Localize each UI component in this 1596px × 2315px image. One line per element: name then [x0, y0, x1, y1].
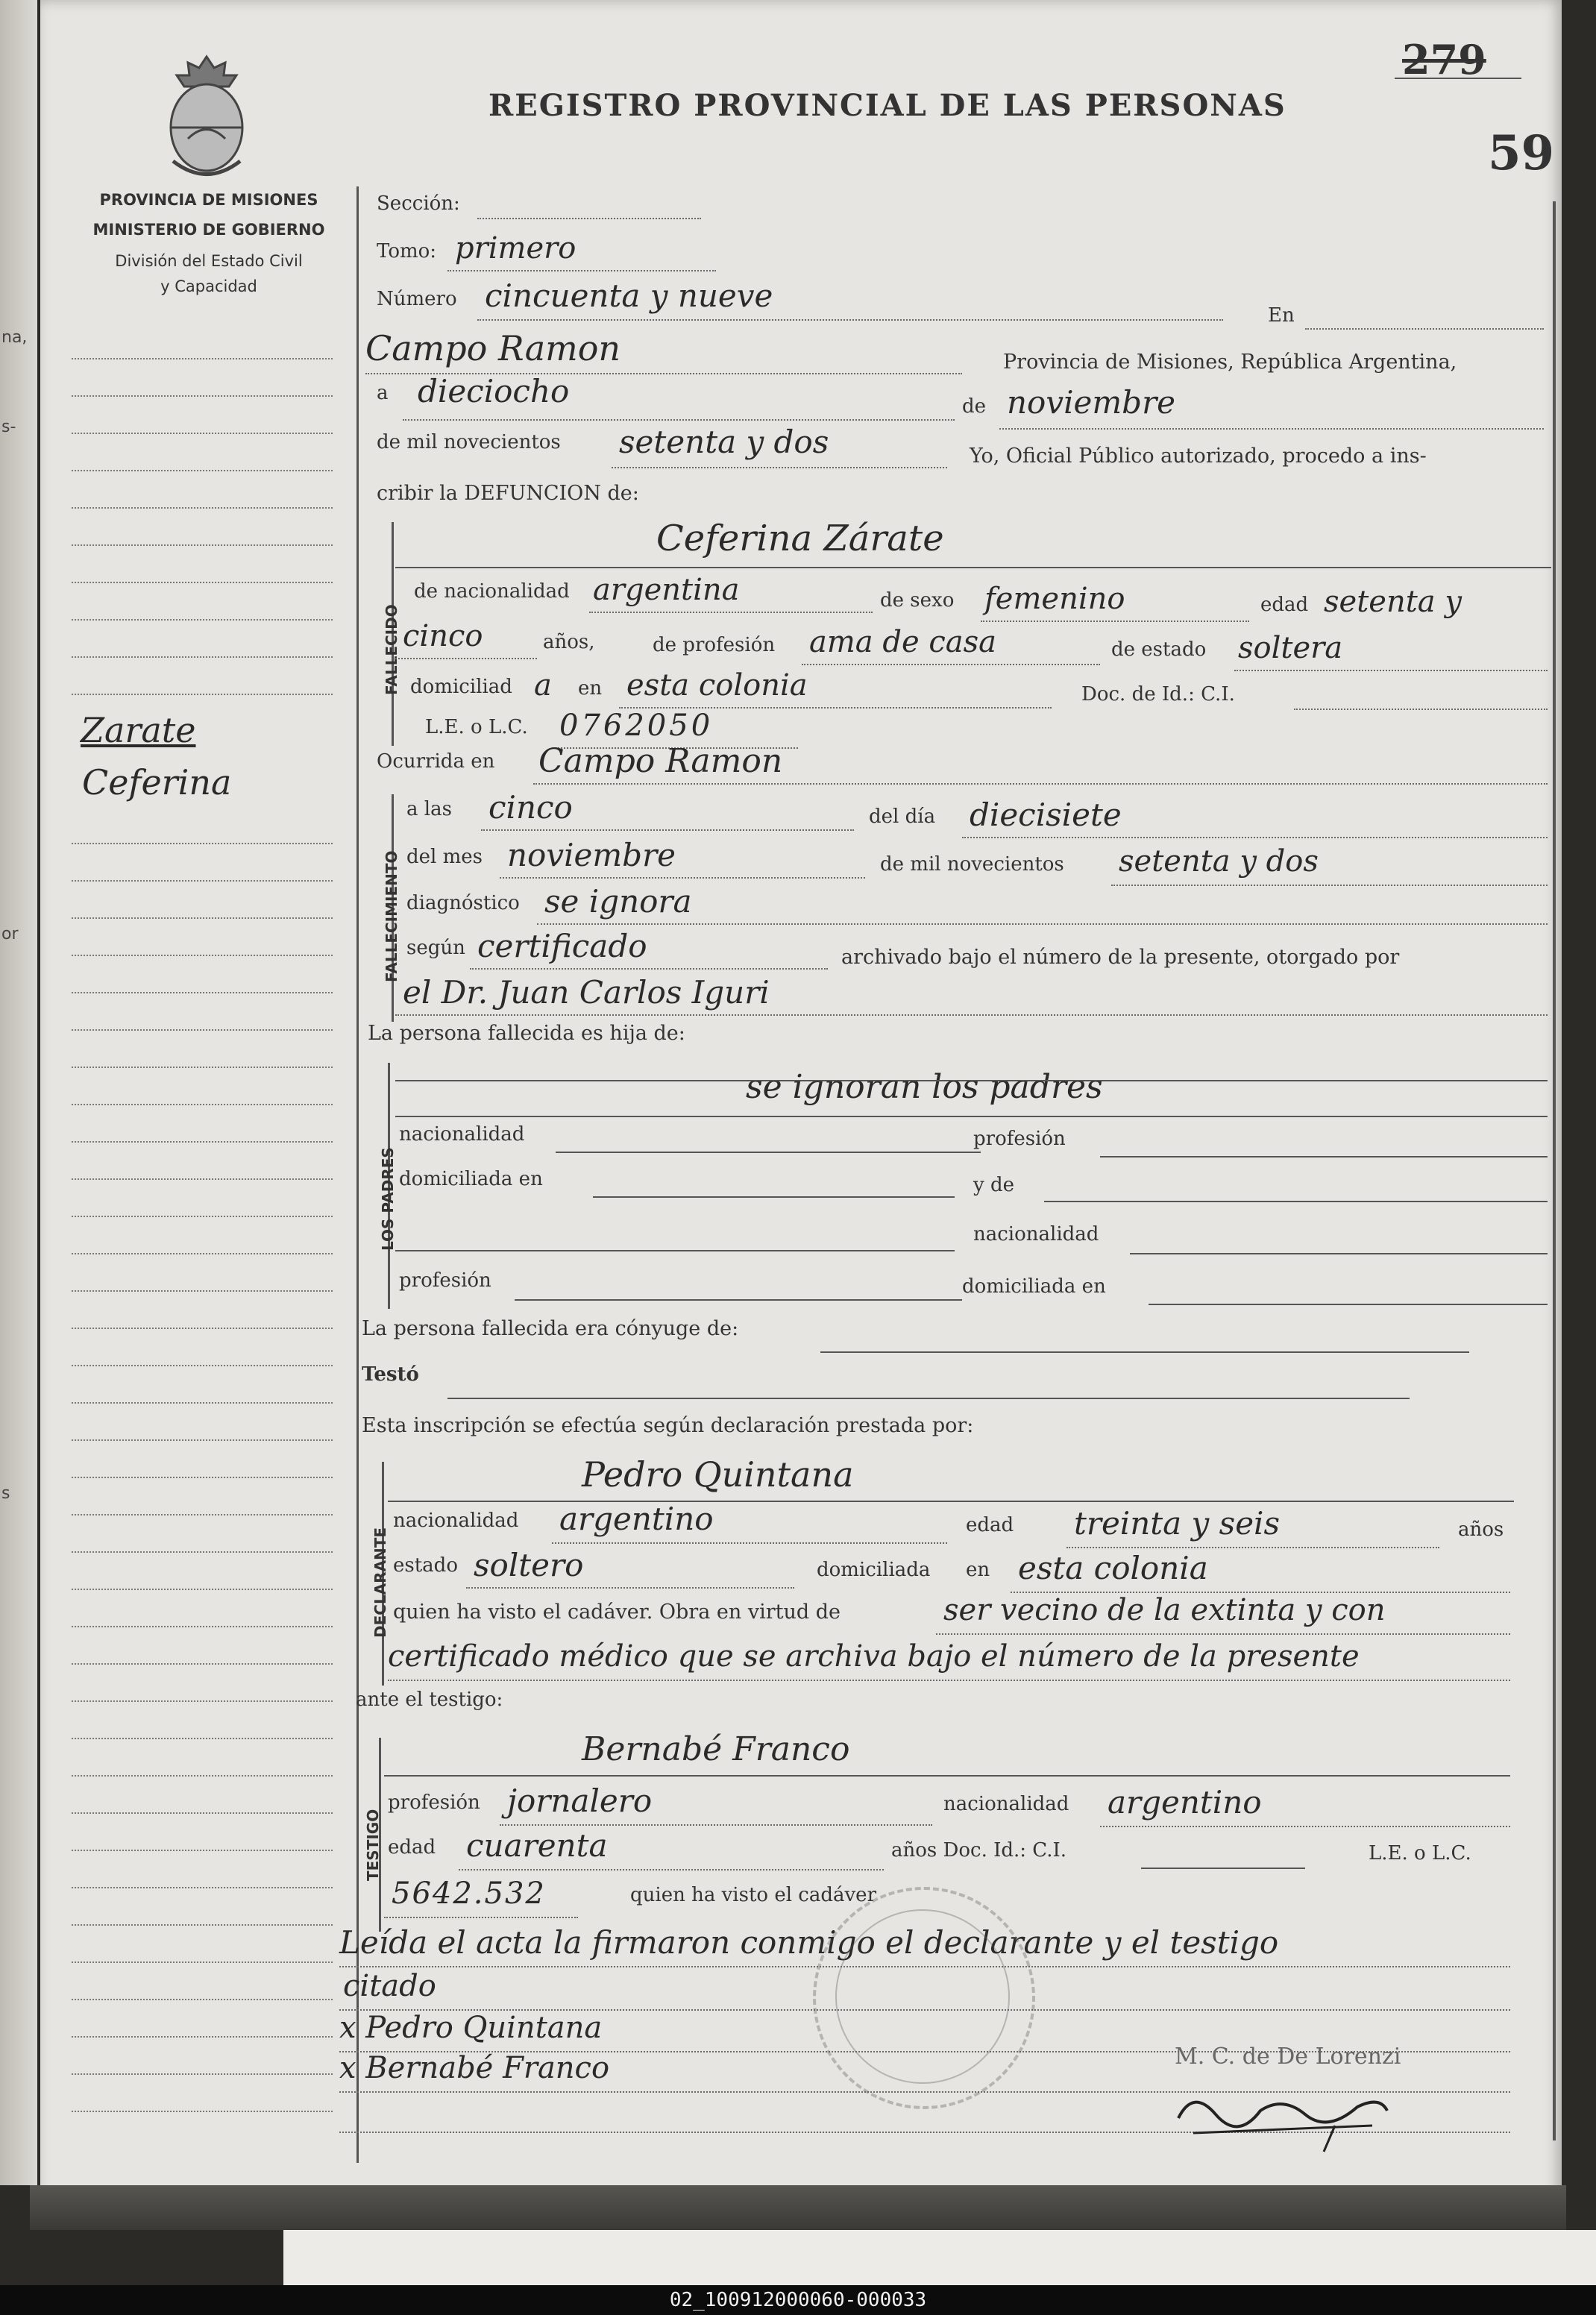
a-label: a — [377, 382, 389, 404]
de-mil-label: de mil novecientos — [377, 431, 561, 453]
image-id-bar: 02_100912000060-000033 — [0, 2285, 1596, 2315]
testigo-edad: cuarenta — [466, 1827, 608, 1864]
declarante-estado: soltero — [474, 1547, 584, 1583]
left-page-fragment: na, — [1, 328, 28, 347]
fallecido-estado-label: de estado — [1111, 638, 1207, 661]
declarante-anos-label: años — [1458, 1518, 1504, 1541]
padres-top-line — [395, 1080, 1548, 1081]
testigo-doc-label: años Doc. Id.: C.I. — [891, 1839, 1067, 1862]
margin-rule — [72, 1178, 333, 1180]
fallecido-domicilio-label: domiciliad — [410, 676, 512, 698]
ocurrida-label: Ocurrida en — [377, 750, 495, 773]
ocurrida-value: Campo Ramon — [538, 742, 783, 780]
fallecido-edad-1: setenta y — [1324, 585, 1462, 619]
margin-rule — [72, 507, 333, 509]
doc-line — [1294, 709, 1548, 710]
division-line-1: División del Estado Civil — [115, 252, 303, 270]
tomo-label: Tomo: — [377, 240, 437, 263]
margin-rule — [72, 1290, 333, 1292]
margin-rule — [72, 1067, 333, 1068]
estado-line — [1234, 670, 1548, 671]
fallecido-doc-label: Doc. de Id.: C.I. — [1081, 683, 1235, 706]
de-label: de — [962, 395, 987, 418]
fallecido-le-label: L.E. o L.C. — [425, 716, 528, 738]
ministry-name: MINISTERIO DE GOBIERNO — [92, 221, 325, 239]
fallecido-sexo-label: de sexo — [880, 589, 955, 612]
testigo-le-line — [384, 1917, 578, 1918]
margin-rule — [72, 1887, 333, 1888]
madre-nacionalidad-label: nacionalidad — [973, 1223, 1099, 1246]
madre-domicilio-line — [1149, 1304, 1548, 1305]
hora-line — [481, 829, 854, 831]
declarante-nombre: Pedro Quintana — [582, 1454, 854, 1495]
otorgado-line — [395, 1014, 1548, 1016]
division-line-2: y Capacidad — [160, 277, 257, 295]
margin-rule — [72, 1365, 333, 1366]
oficial-stamp-name: M. C. de De Lorenzi — [1175, 2044, 1401, 2070]
old-folio-number: 279 — [1402, 36, 1486, 84]
testigo-edad-line — [459, 1869, 884, 1870]
margin-rule — [72, 433, 333, 434]
fallecido-sexo: femenino — [984, 582, 1125, 616]
segun-label: según — [406, 937, 465, 959]
archivado-text: archivado bajo el número de la presente, otorgado por — [841, 946, 1400, 969]
margin-rule — [72, 1328, 333, 1329]
madre-nacionalidad-line — [1130, 1253, 1548, 1254]
segun-value: certificado — [477, 928, 647, 964]
testigo-name-line — [384, 1775, 1510, 1777]
anio-fallecimiento-line — [1111, 885, 1548, 886]
numero-value: cincuenta y nueve — [485, 277, 773, 314]
padres-section-label: LOS PADRES — [379, 1147, 397, 1251]
margin-rule — [72, 992, 333, 993]
madre-domicilio-label: domiciliada en — [962, 1275, 1106, 1298]
fallecido-name-line — [395, 567, 1551, 568]
declarante-section-label: DECLARANTE — [371, 1527, 389, 1638]
y-de-label: y de — [973, 1174, 1014, 1196]
mes-fallecimiento-line — [500, 877, 865, 879]
declarante-edad-line — [1066, 1547, 1439, 1548]
left-page-edge — [0, 0, 37, 2185]
padre-domicilio-label: domiciliada en — [399, 1168, 543, 1190]
virtud-line-2: certificado médico que se archiva bajo el número de la presente — [388, 1639, 1360, 1674]
margin-rule — [72, 880, 333, 882]
testigo-le-value: 5642.532 — [392, 1876, 546, 1911]
margin-rule — [72, 656, 333, 658]
hija-text: La persona fallecida es hija de: — [368, 1022, 685, 1045]
margin-rule — [72, 694, 333, 695]
provincia-text: Provincia de Misiones, República Argentina, — [1003, 351, 1457, 374]
fallecimiento-anio: setenta y dos — [1119, 844, 1319, 879]
testigo-nacionalidad: argentino — [1108, 1784, 1262, 1821]
folio-strike-line — [1395, 78, 1521, 79]
fallecido-edad-2: cinco — [403, 619, 483, 653]
nacionalidad-line — [589, 612, 873, 613]
fallecido-estado: soltera — [1238, 631, 1343, 665]
fallecido-edad-label: edad — [1260, 594, 1309, 616]
anio-registro-value: setenta y dos — [619, 424, 829, 460]
seccion-label: Sección: — [377, 192, 460, 215]
margin-rule — [72, 1924, 333, 1926]
diagnostico-label: diagnóstico — [406, 892, 520, 914]
fallecido-domicilio: esta colonia — [626, 668, 808, 703]
dia-registro-value: dieciocho — [418, 373, 570, 409]
left-page-fragment: or — [1, 925, 19, 943]
testigo-doc-line — [1141, 1868, 1305, 1869]
declarante-intro: Esta inscripción se efectúa según declaración prestada por: — [362, 1414, 974, 1437]
declarante-edad-label: edad — [966, 1514, 1014, 1536]
margin-rule — [72, 1402, 333, 1404]
fallecido-domicilio-suffix: a — [534, 668, 552, 703]
right-border-rule — [1553, 201, 1556, 2140]
official-seal-inner-icon — [835, 1909, 1010, 2084]
a-las-label: a las — [406, 798, 452, 820]
sexo-line — [981, 621, 1249, 622]
margin-rule — [72, 843, 333, 844]
declarante-name-line — [388, 1501, 1514, 1502]
declarante-domiciliada-label: domiciliada — [817, 1559, 931, 1581]
diagnostico-line — [537, 923, 1548, 925]
lugar-value: Campo Ramon — [365, 328, 621, 368]
closing-line-2: citado — [343, 1969, 436, 2003]
fallecimiento-hora: cinco — [488, 789, 573, 826]
margin-rule — [72, 1738, 333, 1739]
margin-rule — [72, 1477, 333, 1478]
margin-rule — [72, 619, 333, 621]
testo-label: Testó — [362, 1363, 419, 1386]
declarante-en-label: en — [966, 1559, 990, 1581]
seccion-line — [477, 218, 701, 219]
numero-line — [477, 319, 1223, 321]
book-edge — [30, 2185, 1566, 2230]
oficial-text: Yo, Oficial Público autorizado, procedo a ins- — [970, 445, 1427, 468]
testigo-quien-label: quien ha visto el cadáver — [630, 1884, 877, 1906]
quien-vio-text: quien ha visto el cadáver. Obra en virtud de — [393, 1601, 841, 1624]
fallecimiento-dia: diecisiete — [970, 797, 1122, 833]
fallecimiento-de-mil-label: de mil novecientos — [880, 853, 1064, 876]
left-page-fragment: s — [1, 1484, 10, 1503]
declarante-domicilio: esta colonia — [1018, 1550, 1208, 1586]
segun-line — [470, 968, 828, 970]
fallecimiento-section-label: FALLECIMIENTO — [383, 850, 400, 982]
padre-nacionalidad-label: nacionalidad — [399, 1123, 525, 1146]
declarante-edad: treinta y seis — [1074, 1505, 1281, 1542]
conyuge-line — [820, 1351, 1469, 1353]
del-mes-label: del mes — [406, 846, 483, 868]
margin-rule — [72, 1104, 333, 1105]
declarante-estado-label: estado — [393, 1554, 458, 1577]
ocurrida-line — [533, 783, 1548, 785]
fallecido-nacionalidad: argentina — [593, 573, 740, 607]
dia-fallecimiento-line — [962, 837, 1548, 838]
otorgado-value: el Dr. Juan Carlos Iguri — [403, 974, 770, 1011]
mes-line — [999, 428, 1544, 430]
margin-note-surname: Zarate — [81, 710, 196, 750]
closing-line-1: Leída el acta la firmaron conmigo el declarante y el testigo — [339, 1924, 1279, 1961]
virtud-line-1: ser vecino de la extinta y con — [943, 1593, 1386, 1627]
under-paper — [283, 2230, 1596, 2285]
testigo-profesion-label: profesión — [388, 1791, 480, 1814]
padre-profesion-line — [1100, 1156, 1548, 1158]
declarante-nacionalidad-label: nacionalidad — [393, 1510, 519, 1532]
fallecido-profesion: ama de casa — [809, 625, 996, 659]
padre-domicilio-line — [593, 1196, 955, 1198]
virtud-line-1-rule — [936, 1633, 1510, 1635]
oficial-signature-icon — [1163, 2073, 1402, 2155]
virtud-line-2-rule — [388, 1680, 1510, 1681]
firma-testigo: x Bernabé Franco — [339, 2051, 610, 2085]
madre-line — [1044, 1201, 1548, 1202]
margin-rule — [72, 1961, 333, 1963]
margin-rule — [72, 1589, 333, 1590]
declarante-nacionalidad: argentino — [559, 1501, 714, 1537]
margin-rule — [72, 2073, 333, 2075]
fallecido-nombre: Ceferina Zárate — [656, 518, 944, 559]
padre-nacionalidad-line — [556, 1152, 981, 1153]
declarante-nacionalidad-line — [552, 1542, 947, 1544]
testigo-profesion-line — [500, 1824, 932, 1826]
testo-line — [447, 1398, 1410, 1399]
tomo-value: primero — [455, 231, 576, 266]
fallecido-domicilio-en: en — [578, 677, 603, 700]
margin-rule — [72, 470, 333, 471]
margin-rule — [72, 917, 333, 919]
diagnostico-value: se ignora — [544, 883, 692, 920]
column-rule — [356, 186, 359, 2163]
en-line — [1305, 328, 1544, 330]
numero-label: Número — [377, 288, 457, 310]
en-label: En — [1268, 304, 1295, 327]
margin-rule — [72, 1551, 333, 1553]
margin-rule — [72, 1626, 333, 1627]
margin-rule — [72, 544, 333, 546]
declarante-estado-line — [466, 1587, 794, 1589]
province-name: PROVINCIA DE MISIONES — [99, 191, 318, 209]
margin-rule — [72, 1663, 333, 1665]
testigo-le-label: L.E. o L.C. — [1369, 1842, 1471, 1865]
madre-profesion-label: profesión — [399, 1269, 491, 1292]
coat-of-arms-icon — [158, 49, 255, 183]
margin-rule — [72, 358, 333, 359]
padre-profesion-label: profesión — [973, 1128, 1066, 1150]
margin-rule — [72, 582, 333, 583]
testigo-nacionalidad-line — [1100, 1826, 1510, 1827]
registry-title: REGISTRO PROVINCIAL DE LAS PERSONAS — [488, 88, 1286, 123]
anio-line — [612, 467, 947, 468]
fallecido-profesion-label: de profesión — [653, 634, 776, 656]
madre-profesion-line — [515, 1299, 962, 1301]
padres-nombres: se ignoran los padres — [746, 1068, 1103, 1106]
fallecido-le-value: 0762050 — [559, 709, 714, 743]
margin-rule — [72, 2036, 333, 2038]
fallecimiento-mes: noviembre — [507, 837, 676, 873]
testigo-profesion: jornalero — [507, 1782, 653, 1819]
folio-number: 59 — [1488, 125, 1555, 181]
margin-rule — [72, 1999, 333, 2000]
madre-extra-line — [395, 1250, 955, 1251]
fallecido-nacionalidad-label: de nacionalidad — [414, 580, 570, 603]
margin-rule — [72, 1141, 333, 1143]
conyuge-text: La persona fallecida era cónyuge de: — [362, 1317, 739, 1340]
testigo-section-label: TESTIGO — [364, 1809, 382, 1881]
margin-note-name: Ceferina — [82, 762, 232, 802]
margin-rule — [72, 1253, 333, 1254]
testigo-nombre: Bernabé Franco — [582, 1730, 850, 1768]
margin-rule — [72, 1439, 333, 1441]
margin-rule — [72, 1029, 333, 1031]
inscribir-text: cribir la DEFUNCION de: — [377, 482, 639, 505]
margin-rule — [72, 2111, 333, 2112]
margin-rule — [72, 955, 333, 956]
testigo-nacionalidad-label: nacionalidad — [943, 1793, 1069, 1815]
margin-rule — [72, 1812, 333, 1814]
padres-name-line — [395, 1116, 1548, 1117]
dia-line — [403, 419, 955, 421]
profesion-line — [802, 664, 1100, 665]
left-page-fragment: s- — [1, 418, 16, 436]
margin-rule — [72, 395, 333, 397]
margin-rule — [72, 1700, 333, 1702]
margin-rule — [72, 1850, 333, 1851]
margin-rule — [72, 1216, 333, 1217]
margin-rule — [72, 1514, 333, 1515]
mes-registro-value: noviembre — [1007, 384, 1175, 421]
margin-rule — [72, 1775, 333, 1777]
testigo-intro: ante el testigo: — [356, 1689, 503, 1711]
del-dia-label: del día — [869, 805, 936, 828]
firma-declarante: x Pedro Quintana — [339, 2011, 603, 2045]
testigo-edad-label: edad — [388, 1836, 436, 1859]
edad-line — [395, 658, 537, 659]
fallecido-section-label: FALLECIDO — [383, 604, 400, 695]
tomo-line — [447, 270, 716, 271]
fallecido-anos-label: años, — [543, 631, 595, 653]
